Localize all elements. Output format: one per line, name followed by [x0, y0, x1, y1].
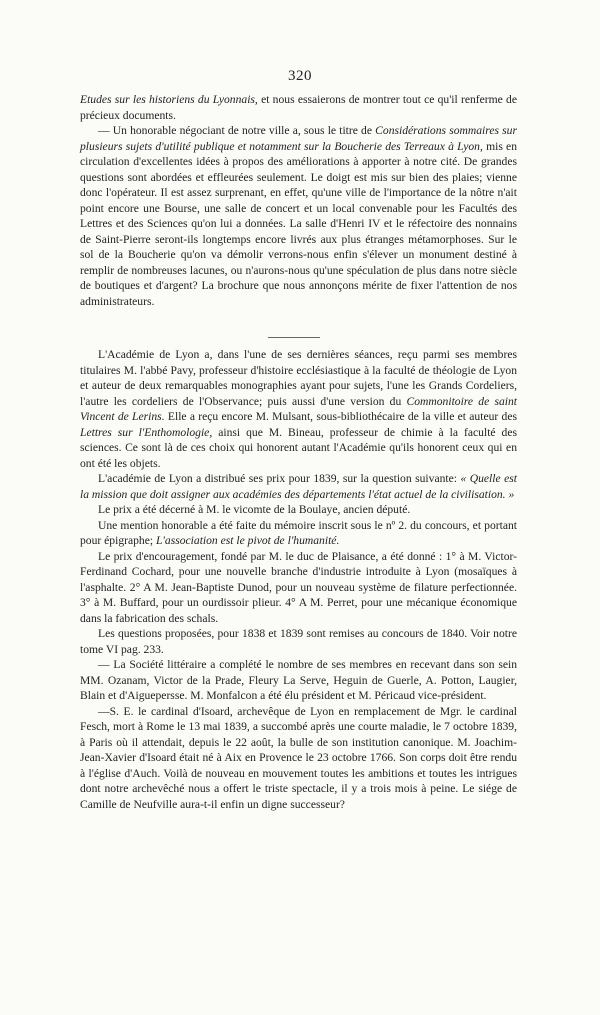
section-academy-news [80, 347, 517, 812]
book-title: Commonitoire de saint Vincent de Lerins. [80, 394, 518, 423]
text-run: — Un honorable négociant de notre ville a, sous le titre de [98, 124, 376, 137]
paragraph [80, 471, 517, 502]
text-run: L'académie de Lyon a distribué ses prix pour 1839, sur la question suivante: [98, 472, 461, 485]
prize-question: « Quelle est la mission que doit assigner aux académies des départements l'état actuel de la civilisation. » [80, 472, 517, 501]
text-run: Une mention honorable a été faite du mémoire inscrit sous le nº 2. du concours, et portant pour épigraphe; [80, 518, 517, 547]
section-reviews [80, 92, 517, 309]
paragraph [80, 92, 517, 123]
page-number: 320 [288, 68, 312, 84]
book-title: Lettres sur l'Enthomologie, [80, 425, 213, 439]
text-run: , mis en circulation d'excellentes idées à propos des améliorations à apporter à notre cité. De grandes questions sont abordées et effleurées seulement. Le doigt est mis sur bien des plaies; vienne donc l'opérateur. Il est assez surprenant, en effet, qu'une ville de l'importance de la nôtre n'ait point encore une Bourse, une salle de concert et un local convenable pour les Facultés des Lettres et des Sciences qu'on lui a données. La salle d'Henri IV et le réfectoire des nonnains de Saint-Pierre seront-ils longtemps encore livrés aux plus étranges métamorphoses. Sur le sol de la Boucherie qu'on va démolir verrons-nous enfin s'élever un monument destiné à remplir de nombreuses lacunes, ou n'aurons-nous qu'une spéculation de plus dans notre siècle de boutiques et d'argent? La brochure que nous annonçons mérite de fixer l'attention de nos administrateurs. [80, 139, 518, 308]
text-run: et nous essaierons de montrer tout ce qu'il renferme de précieux documents. [80, 93, 517, 122]
text-run: ainsi que M. Bineau, professeur de chimie à la faculté des sciences. Ce sont là de ces choix qui honorent autant l'Académie qu'ils honorent ceux qui en ont été les objets. [80, 425, 518, 470]
paragraph: Les questions proposées, pour 1838 et 1839 sont remises au concours de 1840. Voir notre tome VI pag. 233. [80, 627, 517, 656]
book-title: Etudes sur les historiens du Lyonnais, [80, 93, 258, 106]
text-run: Elle a reçu encore M. Mulsant, sous-bibliothécaire de la ville et auteur des [164, 410, 517, 423]
paragraph [80, 123, 517, 309]
paragraph: Le prix a été décerné à M. le vicomte de la Boulaye, ancien député. [98, 503, 411, 516]
paragraph [80, 347, 517, 471]
text-run: L'Académie de Lyon a, dans l'une de ses dernières séances, reçu parmi ses membres titulaires M. l'abbé Pavy, professeur d'histoire ecclésiastique à la faculté de théologie de Lyon et auteur de deux remarquables monographies ayant pour sujets, l'une les Grands Cordeliers, l'autre les cordeliers de l'Observance; puis aussi d'une version du [80, 348, 517, 408]
paragraph: Le prix d'encouragement, fondé par M. le duc de Plaisance, a été donné : 1° à M. Victor-Ferdinand Cochard, pour une nouvelle branche d'industrie introduite à Lyon (mosaïques à l'asphalte. 2° A M. Jean-Baptiste Dunod, pour un nouveau système de filature perfectionnée. 3° à M. Buffard, pour un ourdissoir plieur. 4° A M. Perret, pour une mécanique économique dans la fabrication des schals. [80, 549, 517, 625]
paragraph: — La Société littéraire a complété le nombre de ses membres en recevant dans son sein MM. Ozanam, Victor de la Prade, Fleury La Serve, Heguin de Guerle, A. Potton, Laugier, Blain et d'Aiguepersse. M. Monfalcon a été élu président et M. Péricaud vice-président. [80, 658, 517, 702]
book-title: Considérations sommaires sur plusieurs sujets d'utilité publique et notamment sur la Boucherie des Terreaux à Lyon [80, 124, 517, 153]
paragraph [80, 518, 517, 549]
paragraph: —S. E. le cardinal d'Isoard, archevêque de Lyon en remplacement de Mgr. le cardinal Fesch, mort à Rome le 13 mai 1839, a succombé après une courte maladie, le 7 octobre 1839, à Paris où il attendait, depuis le 22 août, la bulle de son institution canonique. M. Joachim-Jean-Xavier d'Isoard était né à Aix en Provence le 23 octobre 1766. Son corps doit être rendu à l'église d'Auch. Voilà de nouveau en mouvement toutes les ambitions et toutes les intrigues dont notre archevêché nous a offert le triste spectacle, il y a trois mois à peine. Le siége de Camille de Neufville aura-t-il enfin un digne successeur? [80, 704, 517, 811]
section-divider [268, 337, 320, 338]
epigraph: L'association est le pivot de l'humanité. [155, 534, 340, 547]
